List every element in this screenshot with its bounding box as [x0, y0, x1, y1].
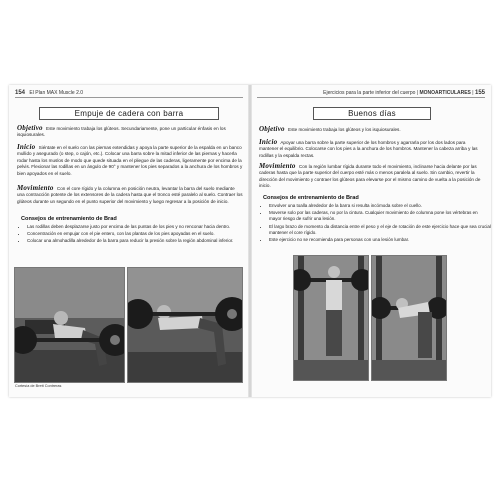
right-movimiento-label: Movimiento	[259, 162, 296, 170]
photo-credit: Cortesía de Brett Contreras	[15, 384, 62, 388]
right-page-number: 155	[474, 90, 485, 96]
hip-thrust-photo-start	[14, 267, 125, 383]
list-item: • Envolver una toalla alrededor de la barra si resulta incómoda sobre el cuello.	[269, 203, 491, 209]
book-spread	[9, 85, 491, 397]
good-morning-photo-start	[293, 255, 369, 381]
left-objetivo-label: Objetivo	[17, 124, 43, 132]
list-item: • El largo brazo de momento da distancia entre el peso y el eje de rotación de este ejercicio hace que sea crucial mantener el core rígido.	[269, 224, 491, 236]
right-tips-list	[261, 203, 491, 244]
good-morning-photo-bent	[371, 255, 447, 381]
right-inicio-label: Inicio	[259, 138, 278, 146]
left-exercise-title: Empuje de cadera con barra	[39, 107, 219, 120]
left-inicio-label: Inicio	[17, 143, 36, 151]
right-head-rule	[257, 97, 485, 98]
left-inicio	[17, 144, 243, 177]
list-item: • Las rodillas deben desplazarse justo por encima de las puntas de los pies y no renconar hacia dentro.	[27, 224, 249, 230]
right-objetivo-label: Objetivo	[259, 125, 285, 133]
left-objetivo-text: Este movimiento trabaja los glúteos. Secundariamente, pone un particular énfasis en los isquiosurales.	[17, 126, 226, 138]
left-movimiento	[17, 185, 243, 205]
hip-thrust-photo-top	[127, 267, 243, 383]
right-exercise-title: Buenos días	[313, 107, 431, 120]
left-movimiento-text: Con el core rígido y la columna en posición neutra, levantar la barra del suelo mediante una contracción potente de los extensores de la cadera hasta que el tronco esté paralelo al suelo. Contraer los glúteos durante un segundo en el punto superior del movimiento y luego regresar a la posición de inicio.	[17, 186, 243, 204]
right-objetivo-text: Este movimiento trabaja los glúteos y los isquiosurales.	[288, 127, 401, 132]
left-inicio-text: Siéntate en el suelo con las piernas extendidas y apoya la parte superior de la espalda en un banco mullido y asegurado (o step, o cajón, etc.). Colocar una barra sobre la mitad inferior de las piernas y hacerla rodar hasta los muslos de modo que quede situada en el pliegue de las caderas, ligeramente por encima de la pelvis. Flexionar las rodillas en un ángulo de 90° y mantener los pies separados a la anchura de los hombros y bien apoyados en el suelo.	[17, 145, 243, 176]
right-inicio	[259, 139, 485, 159]
right-tips-heading: Consejos de entrenamiento de Brad	[263, 195, 359, 201]
list-item: • Concentración en empujar con el pie entero, con las plantas de los pies apoyadas en el suelo.	[27, 231, 249, 237]
right-running-head: Ejercicios para la parte inferior del cuerpo | MONOARTICULARES | 155	[323, 90, 485, 96]
right-movimiento	[259, 163, 485, 190]
left-page-number: 154	[15, 90, 26, 96]
left-movimiento-label: Movimiento	[17, 184, 54, 192]
left-page	[9, 85, 249, 397]
left-book-title: El Plan MAX Muscle 2.0	[29, 90, 84, 96]
right-inicio-text: Apoyar una barra sobre la parte superior de los hombros y agarrarla por los dos lados para mantener el equilibrio. Colocarse con los pies a la anchura de los hombros. Mantener la cabeza arriba y las rodillas y la espalda rectas.	[259, 140, 478, 158]
left-head-rule	[15, 97, 243, 98]
right-objetivo	[259, 126, 485, 133]
list-item: • Colocar una almohadilla alrededor de la barra para reducir la presión sobre la región abdominal inferior.	[27, 238, 249, 244]
right-section-subtitle: MONOARTICULARES	[419, 90, 471, 96]
list-item: • Este ejercicio no se recomienda para personas con una lesión lumbar.	[269, 237, 491, 243]
left-running-head	[15, 90, 83, 96]
left-tips-heading: Consejos de entrenamiento de Brad	[21, 216, 117, 222]
left-objetivo	[17, 125, 243, 139]
left-tips-list	[19, 224, 249, 246]
right-section-title: Ejercicios para la parte inferior del cuerpo	[323, 90, 416, 96]
right-page	[251, 85, 491, 397]
list-item: • Moverse solo por las caderas, no por la cintura. Cualquier movimiento de columna pone los vértebras en mayor riesgo de sufrir una lesión.	[269, 210, 491, 222]
right-movimiento-text: Con la región lumbar rígida durante todo el movimiento, inclinarse hacia delante por las caderas hasta que la parte superior del cuerpo esté más o menos paralela al suelo. Sin cambio, revertir la dirección del movimiento y contraer los glúteos para elevarse por el mismo camino de vuelta a la posición de inicio.	[259, 164, 481, 189]
